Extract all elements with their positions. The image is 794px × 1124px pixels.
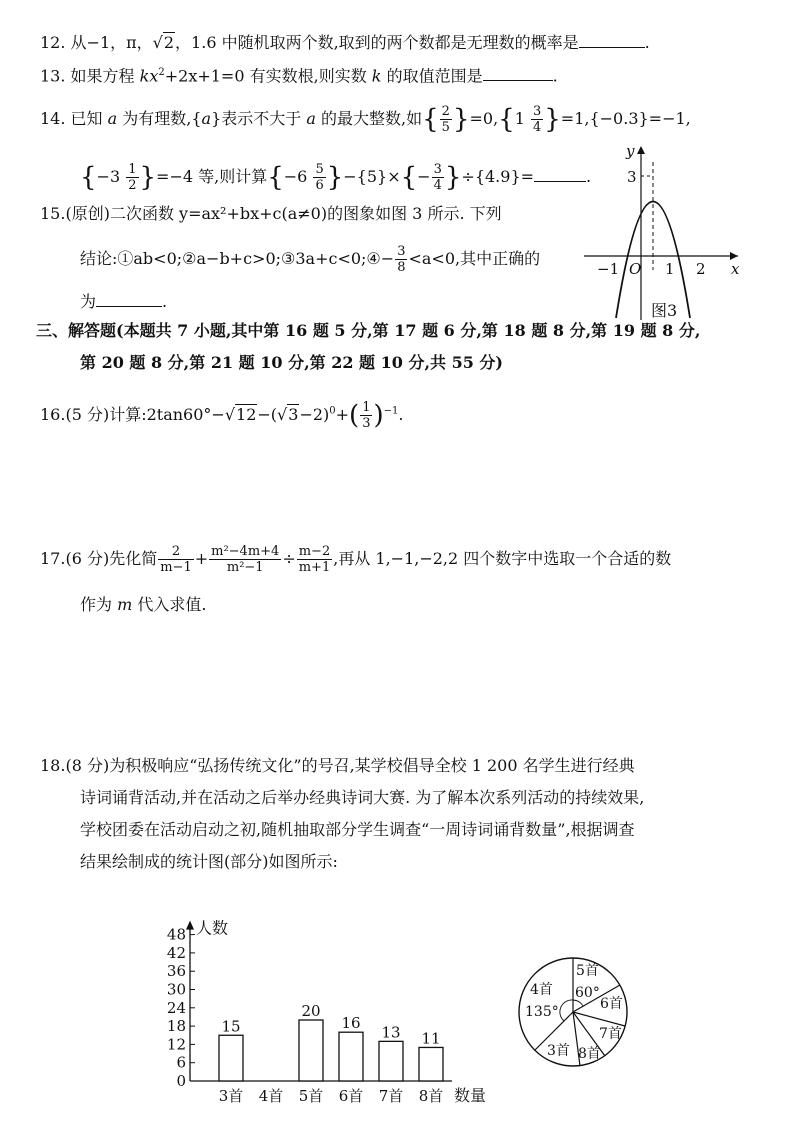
bar-value-label: 16 [341,1014,361,1033]
x-tick-neg1: −1 [597,260,620,278]
y-tick-label: 0 [176,1072,186,1090]
figure-3-parabola [578,140,748,325]
x-tick-label: 6首 [338,1087,364,1105]
pie-label-4: 4首 [530,982,553,998]
y-label: y [626,142,635,160]
section-3-header-line1: 三、解答题(本题共 7 小题,其中第 16 题 5 分,第 17 题 6 分,第 18 题 8 分,第 19 题 8 分, [36,321,701,340]
question-14-line2: {−3 $\frac{1}{2}$ }=−4 等,则计算{−6 $\frac{5}{6}$ }−{5}×{− $\frac{3}{4}$ }÷{4.9}= . [80,162,592,193]
y-tick-label: 30 [166,980,186,999]
pie-label-6: 6首 [600,996,623,1012]
bar [299,1020,323,1081]
x-tick-label: 5首 [298,1087,324,1105]
question-12: 12. 从−1，π，√2，1.6 中随机取两个数,取到的两个数都是无理数的概率是 . [40,33,650,52]
y-tick-label: 6 [176,1053,186,1072]
question-18-line3: 学校团委在活动启动之初,随机抽取部分学生调查“一周诗词诵背数量”,根据调查 [80,820,635,839]
x-tick-label: 3首 [218,1087,244,1105]
y-tick-label: 18 [166,1017,186,1036]
bar-value-label: 20 [301,1002,321,1020]
answer-blank-15[interactable] [96,292,162,307]
x-tick-1: 1 [665,260,675,278]
question-15-line3: 为 . [80,292,168,311]
y-tick-3: 3 [627,168,637,186]
question-18-line4: 结果绘制成的统计图(部分)如图所示: [80,852,338,871]
y-axis-arrow [637,146,645,154]
bar-value-label: 11 [421,1029,441,1048]
question-16: 16.(5 分)计算$:2\tan 60^\circ-√12-(√3-2)^0+$( $\frac{1}{3}$ )$^{-1}$. [40,400,404,431]
bar-chart [150,878,500,1108]
bar-value-label: 13 [381,1023,401,1042]
question-13: 13. 如果方程 $kx^2+2x+1=0$ 有实数根,则实数 k 的取值范围是 . [40,66,558,86]
pie-angle-5: 60° [575,985,600,1001]
y-tick-label: 24 [166,998,186,1017]
bar [419,1047,443,1081]
y-tick-label: 42 [166,943,186,962]
bar [339,1032,363,1081]
origin-label: O [629,260,642,278]
x-tick-label: 7首 [378,1087,404,1105]
question-14-line1: 14. 已知 a 为有理数,{a}表示不大于 a 的最大整数,如{ $\frac{2}{5}$ }=0,{1 $\frac{3}{4}$ }=1,{−0.3}=−1, [40,104,691,135]
y-axis-title: 人数 [196,918,229,938]
question-18-line2: 诗词诵背活动,并在活动之后举办经典诗词大赛. 为了解本次系列活动的持续效果, [80,788,645,807]
answer-blank-13[interactable] [483,66,553,81]
pie-label-3: 3首 [547,1043,570,1059]
pie-divider-3 [573,1012,625,1026]
pie-angle-4: 135° [525,1004,559,1020]
bar [379,1041,403,1081]
figure-caption: 图3 [651,301,678,320]
section-3-header-line2: 第 20 题 8 分,第 21 题 10 分,第 22 题 10 分,共 55 分) [80,353,503,372]
pie-label-7: 7首 [599,1026,622,1042]
x-tick-label: 4首 [258,1087,284,1105]
pie-label-8: 8首 [578,1046,601,1062]
x-tick-2: 2 [696,260,706,278]
bar [219,1035,243,1081]
question-18-line1: 18.(8 分)为积极响应“弘扬传统文化”的号召,某学校倡导全校 1 200 名学生进行经典 [40,756,635,775]
bar-value-label: 15 [221,1017,241,1036]
answer-blank-12[interactable] [579,33,645,48]
y-axis-arrow [186,921,194,930]
question-15-line1: 15.(原创)二次函数 y=ax²+bx+c(a≠0)的图象如图 3 所示. 下列 [40,204,502,223]
x-axis-title: 数量 [454,1086,487,1105]
question-15-line2: 结论:①ab<0;②a−b+c>0;③3a+c<0;④− $\frac{3}{8}$ <a<0,其中正确的 [80,244,541,275]
y-tick-label: 12 [166,1035,186,1054]
x-tick-label: 8首 [418,1087,444,1105]
pie-chart [508,950,638,1075]
question-17-line2: 作为 m 代入求值. [80,595,207,614]
x-axis-arrow [730,252,738,260]
y-tick-label: 48 [166,925,186,944]
question-17-line1: 17.(6 分)先化简 $\frac{2}{m-1}$ + $\frac{\text{m²−4m+4}}{\text{m²−1}}$ ÷ $\frac{m-2}{m+1}$ ,再从 1,−1,−2,2 四个数字中选取一个合适的数 [40,544,672,575]
x-label: x [731,260,740,278]
pie-label-5: 5首 [576,963,599,979]
y-tick-label: 36 [166,962,186,981]
